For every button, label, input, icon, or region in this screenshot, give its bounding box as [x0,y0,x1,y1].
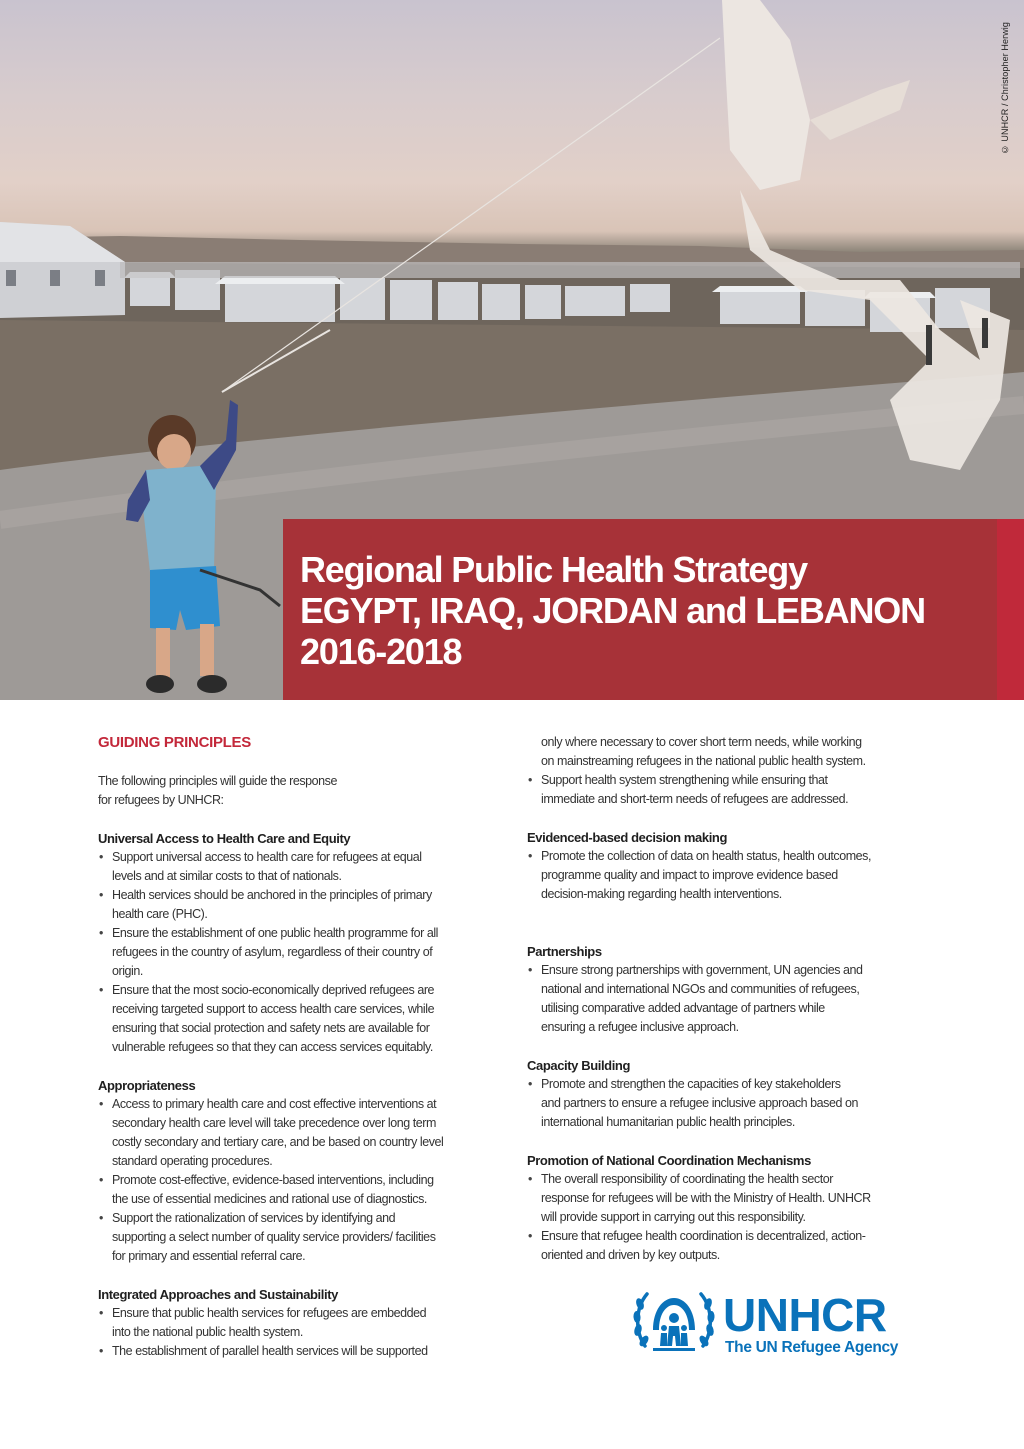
photo-credit: © UNHCR / Christopher Herwig [1000,22,1010,155]
bullet-line: ensuring that social protection and safety nets are available for [112,1021,430,1035]
bullet-line: • Support the rationalization of services by identifying and [112,1211,396,1225]
subheading-appropriateness: Appropriateness [98,1078,196,1093]
subheading-coordination: Promotion of National Coordination Mechanisms [527,1153,811,1168]
title-line-2: EGYPT, IRAQ, JORDAN and LEBANON [300,590,925,631]
bullet-item [98,1171,496,1209]
bullet-line: • Ensure that the most socio-economically deprived refugees are [112,983,435,997]
bullet-item [98,1095,496,1171]
logo-tagline: The UN Refugee Agency [725,1339,899,1356]
bullet-line: health care (PHC). [112,907,208,921]
bullet-item [98,1342,496,1361]
bullet-line: for primary and essential referral care. [112,1249,306,1263]
bullet-line: costly secondary and tertiary care, and be based on country level [112,1135,444,1149]
bullet-line: • Promote the collection of data on health status, health outcomes, [541,849,871,863]
bullet-line: secondary health care level will take precedence over long term [112,1116,436,1130]
bullet-line: utilising comparative added advantage of partners while [541,1001,825,1015]
left-column [98,733,496,1361]
logo-wordmark: UNHCR [723,1289,887,1341]
bullet-line: • Promote cost-effective, evidence-based interventions, including [112,1173,434,1187]
bullet-line: will provide support in carrying out this responsibility. [541,1210,806,1224]
bullet-line: receiving targeted support to access health care services, while [112,1002,435,1016]
bullet-list-coordination [527,1170,932,1265]
subheading-integrated: Integrated Approaches and Sustainability [98,1287,338,1302]
bullet-line: • Support universal access to health care for refugees at equal [112,850,422,864]
bullet-line: ensuring a refugee inclusive approach. [541,1020,739,1034]
bullet-list-integrated-continued [527,771,932,809]
right-column [527,733,932,1265]
bullet-line: international humanitarian public health principles. [541,1115,795,1129]
subheading-evidence: Evidenced-based decision making [527,830,727,845]
bullet-item [527,1075,932,1132]
title-accent-strip [997,519,1024,700]
bullet-line: the use of essential medicines and rational use of diagnostics. [112,1192,427,1206]
bullet-line: • Support health system strengthening while ensuring that [541,773,828,787]
bullet-line: into the national public health system. [112,1325,303,1339]
bullet-line: • The overall responsibility of coordinating the health sector [541,1172,833,1186]
title-band [283,519,997,700]
bullet-line: programme quality and impact to improve evidence based [541,868,838,882]
subheading-capacity-building: Capacity Building [527,1058,630,1073]
bullet-line: only where necessary to cover short term needs, while working [541,735,862,749]
bullet-line: vulnerable refugees so that they can access services equitably. [112,1040,433,1054]
bullet-item [527,1170,932,1227]
unhcr-logo [631,1284,931,1364]
subheading-universal-access: Universal Access to Health Care and Equity [98,831,351,846]
bullet-line: • Ensure strong partnerships with government, UN agencies and [541,963,863,977]
section-heading-guiding-principles: GUIDING PRINCIPLES [98,734,251,751]
bullet-line: response for refugees will be with the Ministry of Health. UNHCR [541,1191,871,1205]
title-line-1: Regional Public Health Strategy [300,549,807,590]
bullet-list-capacity [527,1075,932,1132]
bullet-list-appropriateness [98,1095,496,1266]
bullet-item [98,848,496,886]
bullet-line: • Access to primary health care and cost effective interventions at [112,1097,437,1111]
intro-paragraph [98,772,496,810]
bullet-list-partnerships [527,961,932,1037]
bullet-item [98,886,496,924]
bullet-line: • Ensure the establishment of one public health programme for all [112,926,439,940]
bullet-line: • Ensure that refugee health coordination is decentralized, action- [541,1229,866,1243]
bullet-item [98,1304,496,1342]
bullet-line: supporting a select number of quality service providers/ facilities [112,1230,436,1244]
bullet-item [527,771,932,809]
bullet-item [527,1227,932,1265]
bullet-item [527,961,932,1037]
bullet-item [98,924,496,981]
bullet-line: • Ensure that public health services for refugees are embedded [112,1306,427,1320]
bullet-line: national and international NGOs and communities of refugees, [541,982,860,996]
title-line-3: 2016-2018 [300,631,462,672]
bullet-list-universal-access [98,848,496,1057]
bullet-item [98,981,496,1057]
bullet-line: refugees in the country of asylum, regardless of their country of [112,945,433,959]
bullet-line: • Promote and strengthen the capacities of key stakeholders [541,1077,841,1091]
bullet-line: standard operating procedures. [112,1154,273,1168]
page-title [300,549,925,672]
bullet-line: levels and at similar costs to that of nationals. [112,869,342,883]
bullet-line: origin. [112,964,143,978]
bullet-line: • The establishment of parallel health services will be supported [112,1344,428,1358]
bullet-line: on mainstreaming refugees in the national public health system. [541,754,866,768]
bullet-line: • Health services should be anchored in the principles of primary [112,888,432,902]
bullet-item [98,1209,496,1266]
intro-line: for refugees by UNHCR: [98,793,224,807]
bullet-line: oriented and driven by key outputs. [541,1248,720,1262]
bullet-line: decision-making regarding health interventions. [541,887,782,901]
bullet-continuation [527,733,932,771]
bullet-line: and partners to ensure a refugee inclusive approach based on [541,1096,858,1110]
subheading-partnerships: Partnerships [527,944,602,959]
bullet-list-integrated [98,1304,496,1361]
intro-line: The following principles will guide the response [98,774,337,788]
bullet-item [527,847,932,904]
bullet-list-evidence [527,847,932,904]
unhcr-emblem-icon [631,1284,717,1360]
bullet-line: immediate and short-term needs of refugees are addressed. [541,792,849,806]
